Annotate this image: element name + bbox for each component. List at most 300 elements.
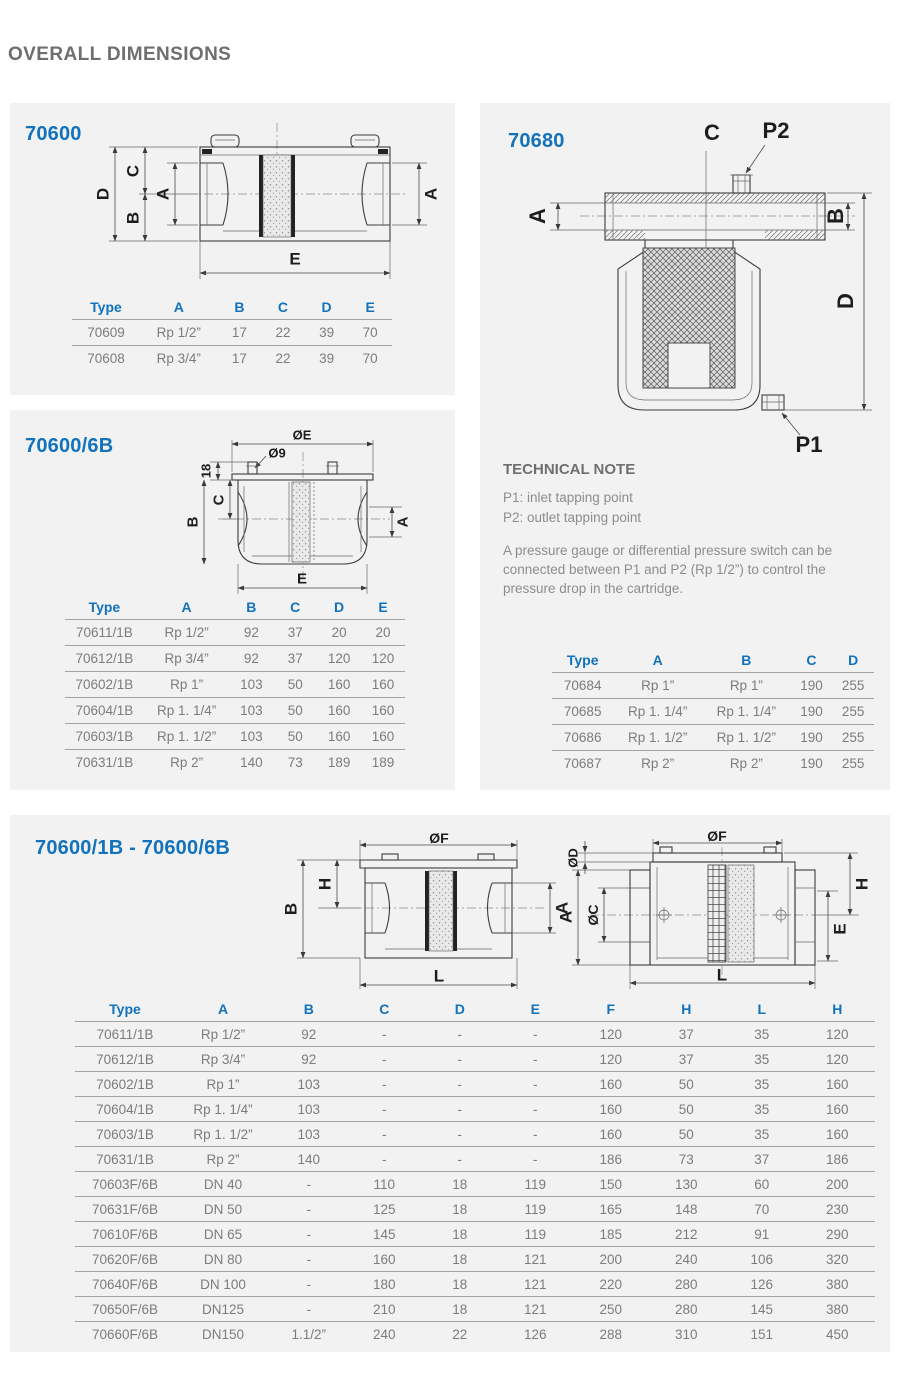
column-header: A	[613, 648, 702, 673]
table-cell: -	[271, 1297, 347, 1322]
table-cell: -	[498, 1047, 574, 1072]
table-cell: 450	[825, 1326, 849, 1342]
column-header: A	[140, 295, 218, 320]
table-cell: 120	[800, 1022, 876, 1047]
table-cell: -	[498, 1072, 574, 1097]
table-cell: 150	[573, 1172, 649, 1197]
dim-label-A: A	[552, 901, 572, 915]
table-cell: -	[347, 1147, 423, 1172]
table-header-row	[75, 997, 875, 1022]
table-row	[65, 698, 405, 724]
table-cell: -	[422, 1022, 498, 1047]
dim-label-L: L	[716, 965, 728, 985]
table-cell: 18	[422, 1297, 498, 1322]
table-row	[75, 1047, 875, 1072]
table-cell: 92	[229, 620, 273, 646]
table-cell: 120	[361, 646, 405, 672]
drawing-70680-svg	[510, 120, 890, 458]
table-cell: 250	[573, 1297, 649, 1322]
table-cell: 22	[261, 320, 305, 346]
table-cell: 120	[317, 646, 361, 672]
table-cell: 121	[498, 1247, 574, 1272]
panel-70680	[480, 103, 890, 790]
column-header: E	[498, 997, 574, 1022]
table-cell: Rp 1. 1/2”	[702, 725, 791, 751]
panel-70600	[10, 103, 455, 395]
table-cell: 17	[218, 320, 262, 346]
table-cell: -	[422, 1072, 498, 1097]
table-cell: 70631/1B	[75, 755, 134, 770]
table-row	[75, 1072, 875, 1097]
table-cell: -	[422, 1147, 498, 1172]
table-cell: Rp 1/2”	[144, 620, 230, 646]
table-cell: 160	[800, 1072, 876, 1097]
table-cell: 145	[724, 1297, 800, 1322]
table-cell: 70603F/6B	[75, 1172, 175, 1197]
dim-label-C: C	[704, 120, 720, 145]
table-cell: DN 80	[175, 1247, 271, 1272]
dim-label-H: H	[315, 877, 335, 891]
column-header: Type	[75, 997, 175, 1022]
dim-label-P2: P2	[762, 118, 790, 143]
panel-70600-title: 70600	[25, 123, 82, 145]
table-cell: Rp 1. 1/2”	[613, 725, 702, 751]
table-70600-1b-6b	[75, 997, 875, 1346]
table-cell: 50	[649, 1122, 725, 1147]
table-cell: 240	[649, 1247, 725, 1272]
table-cell: 160	[361, 724, 405, 750]
table-cell: 35	[724, 1072, 800, 1097]
table-cell: -	[271, 1272, 347, 1297]
drawing-70600	[95, 111, 440, 289]
table-cell: DN 65	[175, 1222, 271, 1247]
dim-label-B: B	[123, 211, 143, 225]
table-header-row	[72, 295, 392, 320]
table-cell: -	[498, 1097, 574, 1122]
table-cell: 70685	[552, 699, 613, 725]
dim-label-B: B	[184, 516, 202, 528]
table-cell: Rp 1. 1/4”	[613, 699, 702, 725]
panel-70600-1b-6b-title: 70600/1B - 70600/6B	[35, 837, 231, 859]
table-cell: 185	[573, 1222, 649, 1247]
table-cell: 60	[724, 1172, 800, 1197]
table-cell: 151	[750, 1326, 774, 1342]
technical-note-paragraph: A pressure gauge or differential pressure switch can be connected between P1 and P2 (Rp 1/2”) to control the pressure drop in the cartridge.	[503, 543, 833, 596]
table-row	[75, 1022, 875, 1047]
table-cell: 18	[422, 1272, 498, 1297]
drawing-70600-1b-left	[281, 830, 572, 999]
dim-label-A: A	[394, 516, 412, 528]
table-cell: Rp 3/4”	[175, 1047, 271, 1072]
table-cell: 70620F/6B	[75, 1247, 175, 1272]
table-cell: 288	[599, 1326, 623, 1342]
dim-label-oF: ØF	[429, 830, 449, 846]
table-cell: 91	[724, 1222, 800, 1247]
table-cell: Rp 3/4”	[156, 351, 201, 366]
dim-label-oE: ØE	[292, 427, 312, 443]
table-cell: 70687	[563, 756, 602, 771]
table-cell: 22	[452, 1326, 468, 1342]
table-cell: 126	[523, 1326, 547, 1342]
dim-label-A: A	[556, 910, 576, 924]
table-cell: 70610F/6B	[75, 1222, 175, 1247]
table-cell: 103	[229, 672, 273, 698]
drawing-70600-1b-left-svg	[282, 831, 567, 999]
table-cell: 320	[800, 1247, 876, 1272]
table-cell: Rp 1. 1/4”	[702, 699, 791, 725]
table-row	[75, 1197, 875, 1222]
column-header: D	[422, 997, 498, 1022]
column-header: C	[347, 997, 423, 1022]
table-cell: 50	[649, 1072, 725, 1097]
table-cell: 18	[422, 1172, 498, 1197]
table-cell: DN125	[175, 1297, 271, 1322]
table-cell: 103	[229, 698, 273, 724]
table-cell: 180	[347, 1272, 423, 1297]
table-cell: 70	[362, 351, 378, 366]
table-cell: 103	[271, 1122, 347, 1147]
table-cell: 190	[791, 699, 833, 725]
table-cell: 160	[317, 672, 361, 698]
table-cell: -	[347, 1122, 423, 1147]
table-cell: 39	[319, 351, 335, 366]
table-cell: 200	[573, 1247, 649, 1272]
table-cell: DN 50	[175, 1197, 271, 1222]
panel-70600-6b	[10, 410, 455, 790]
table-cell: 119	[498, 1172, 574, 1197]
table-cell: 70640F/6B	[75, 1272, 175, 1297]
column-header: Type	[65, 595, 144, 620]
table-cell: Rp 1”	[702, 673, 791, 699]
column-header: E	[361, 595, 405, 620]
dim-label-B: B	[281, 902, 301, 916]
table-cell: 50	[273, 698, 317, 724]
table-cell: 106	[724, 1247, 800, 1272]
table-cell: 70603/1B	[75, 1122, 175, 1147]
table-row	[75, 1297, 875, 1322]
table-cell: 70686	[552, 725, 613, 751]
table-row	[75, 1322, 875, 1347]
table-cell: 165	[573, 1197, 649, 1222]
table-cell: 160	[573, 1097, 649, 1122]
table-row	[72, 320, 392, 346]
table-cell: 230	[800, 1197, 876, 1222]
table-cell: 18	[422, 1197, 498, 1222]
table-cell: 17	[231, 351, 247, 366]
table-cell: 380	[800, 1272, 876, 1297]
table-cell: 120	[573, 1047, 649, 1072]
table-cell: -	[422, 1047, 498, 1072]
table-cell: 35	[724, 1047, 800, 1072]
table-cell: 37	[273, 620, 317, 646]
table-cell: 73	[649, 1147, 725, 1172]
table-row	[72, 346, 392, 372]
table-cell: 39	[305, 320, 349, 346]
table-cell: 70608	[87, 351, 125, 366]
table-cell: 70609	[72, 320, 140, 346]
dim-label-A: A	[153, 187, 173, 201]
table-70600	[72, 295, 392, 371]
table-cell: Rp 1/2”	[140, 320, 218, 346]
table-cell: -	[422, 1097, 498, 1122]
table-cell: Rp 1”	[175, 1072, 271, 1097]
table-cell: 212	[649, 1222, 725, 1247]
dim-label-P1: P1	[795, 432, 823, 457]
table-cell: DN 40	[175, 1172, 271, 1197]
table-cell: 35	[724, 1097, 800, 1122]
drawing-70600-6b-right	[556, 828, 880, 999]
table-cell: Rp 1. 1/2”	[144, 724, 230, 750]
table-row	[75, 1097, 875, 1122]
column-header: C	[261, 295, 305, 320]
table-cell: -	[498, 1147, 574, 1172]
column-header: D	[305, 295, 349, 320]
table-cell: 37	[724, 1147, 800, 1172]
table-cell: 18	[422, 1247, 498, 1272]
table-row	[75, 1222, 875, 1247]
table-cell: 125	[347, 1197, 423, 1222]
table-cell: 70612/1B	[65, 646, 144, 672]
table-row	[65, 672, 405, 698]
table-cell: 70	[348, 320, 392, 346]
dim-label-C: C	[123, 164, 143, 178]
table-cell: 160	[361, 698, 405, 724]
table-row	[552, 725, 874, 751]
table-cell: 121	[498, 1297, 574, 1322]
column-header: H	[800, 997, 876, 1022]
table-cell: 70604/1B	[65, 698, 144, 724]
table-cell: 280	[649, 1297, 725, 1322]
table-cell: 70631F/6B	[75, 1197, 175, 1222]
table-row	[75, 1272, 875, 1297]
table-cell: 255	[832, 699, 874, 725]
table-cell: 120	[800, 1047, 876, 1072]
table-cell: 121	[498, 1272, 574, 1297]
panel-70680-title: 70680	[508, 130, 565, 152]
table-cell: 160	[800, 1097, 876, 1122]
table-cell: 1.1/2”	[291, 1326, 327, 1342]
drawing-70680	[510, 118, 890, 458]
table-row	[552, 699, 874, 725]
table-cell: -	[271, 1247, 347, 1272]
dim-label-A: A	[421, 187, 441, 201]
technical-note-p1: P1: inlet tapping point	[503, 490, 633, 505]
table-cell: 37	[649, 1022, 725, 1047]
table-cell: Rp 1”	[613, 673, 702, 699]
table-cell: Rp 2”	[641, 756, 675, 771]
table-cell: 255	[832, 673, 874, 699]
table-cell: 119	[498, 1197, 574, 1222]
dim-label-A: A	[525, 208, 550, 224]
dim-label-oC: ØC	[585, 904, 601, 926]
table-cell: 290	[800, 1222, 876, 1247]
table-cell: 70611/1B	[65, 620, 144, 646]
table-cell: -	[347, 1072, 423, 1097]
column-header: E	[348, 295, 392, 320]
table-cell: Rp 2”	[175, 1147, 271, 1172]
table-cell: Rp 2”	[170, 755, 204, 770]
table-cell: Rp 1. 1/4”	[175, 1097, 271, 1122]
column-header: B	[218, 295, 262, 320]
table-cell: 70	[724, 1197, 800, 1222]
table-cell: 240	[372, 1326, 396, 1342]
table-cell: 70604/1B	[75, 1097, 175, 1122]
table-cell: 126	[724, 1272, 800, 1297]
table-cell: 380	[800, 1297, 876, 1322]
page-title: OVERALL DIMENSIONS	[8, 44, 232, 65]
table-row	[75, 1172, 875, 1197]
dim-label-H: H	[852, 877, 872, 891]
table-cell: 280	[649, 1272, 725, 1297]
table-cell: 50	[273, 672, 317, 698]
table-70600-6b	[65, 595, 405, 775]
table-cell: -	[422, 1122, 498, 1147]
table-cell: 189	[371, 755, 395, 770]
column-header: A	[144, 595, 230, 620]
table-cell: 20	[361, 620, 405, 646]
table-cell: 37	[649, 1047, 725, 1072]
table-cell: 210	[347, 1297, 423, 1322]
column-header: Type	[552, 648, 613, 673]
table-cell: 190	[791, 725, 833, 751]
table-cell: 119	[498, 1222, 574, 1247]
table-cell: 140	[271, 1147, 347, 1172]
column-header: F	[573, 997, 649, 1022]
table-row	[75, 1247, 875, 1272]
table-cell: 140	[240, 755, 263, 770]
table-row	[65, 646, 405, 672]
column-header: C	[791, 648, 833, 673]
table-cell: 255	[832, 725, 874, 751]
dim-label-D: D	[833, 293, 858, 309]
column-header: A	[175, 997, 271, 1022]
table-cell: 70611/1B	[75, 1022, 175, 1047]
drawing-70600-6b	[160, 422, 445, 602]
table-cell: 160	[573, 1072, 649, 1097]
table-cell: 37	[273, 646, 317, 672]
table-row	[552, 751, 874, 777]
table-cell: 160	[361, 672, 405, 698]
column-header: C	[273, 595, 317, 620]
table-cell: 50	[273, 724, 317, 750]
technical-note-p2: P2: outlet tapping point	[503, 510, 642, 525]
table-cell: -	[347, 1047, 423, 1072]
table-cell: 190	[800, 756, 823, 771]
table-cell: 145	[347, 1222, 423, 1247]
table-cell: 148	[649, 1197, 725, 1222]
column-header: D	[832, 648, 874, 673]
table-cell: 310	[674, 1326, 698, 1342]
dim-label-E: E	[296, 570, 308, 588]
table-cell: Rp 1. 1/2”	[175, 1122, 271, 1147]
table-cell: -	[271, 1222, 347, 1247]
dim-label-o9: Ø9	[268, 445, 286, 461]
table-cell: 70602/1B	[75, 1072, 175, 1097]
column-header: B	[271, 997, 347, 1022]
table-cell: 70602/1B	[65, 672, 144, 698]
table-cell: Rp 3/4”	[144, 646, 230, 672]
table-cell: 120	[573, 1022, 649, 1047]
table-cell: DN 100	[175, 1272, 271, 1297]
dim-label-oD: ØD	[565, 848, 581, 868]
table-cell: 92	[229, 646, 273, 672]
table-cell: 70631/1B	[75, 1147, 175, 1172]
table-cell: 110	[347, 1172, 423, 1197]
table-cell: Rp 1”	[144, 672, 230, 698]
dim-label-C: C	[210, 494, 228, 506]
table-cell: 70612/1B	[75, 1047, 175, 1072]
table-cell: 190	[791, 673, 833, 699]
table-cell: 160	[800, 1122, 876, 1147]
table-cell: 160	[347, 1247, 423, 1272]
drawing-70600-svg	[95, 111, 440, 289]
table-cell: 70660F/6B	[91, 1326, 159, 1342]
column-header: B	[229, 595, 273, 620]
table-cell: DN150	[201, 1326, 245, 1342]
table-cell: 186	[573, 1147, 649, 1172]
dim-label-D: D	[93, 187, 113, 201]
table-cell: 160	[317, 724, 361, 750]
panel-70600-1b-6b	[10, 815, 890, 1352]
table-cell: 160	[317, 698, 361, 724]
table-row	[75, 1147, 875, 1172]
table-row	[75, 1122, 875, 1147]
table-cell: -	[347, 1022, 423, 1047]
column-header: L	[724, 997, 800, 1022]
table-cell: 18	[422, 1222, 498, 1247]
table-cell: Rp 1. 1/4”	[144, 698, 230, 724]
table-cell: -	[271, 1197, 347, 1222]
table-cell: -	[347, 1097, 423, 1122]
column-header: B	[702, 648, 791, 673]
table-cell: 20	[317, 620, 361, 646]
table-row	[65, 724, 405, 750]
table-cell: 50	[649, 1097, 725, 1122]
panel-70600-6b-title: 70600/6B	[25, 435, 114, 457]
table-cell: 103	[229, 724, 273, 750]
table-row	[65, 620, 405, 646]
table-cell: 186	[800, 1147, 876, 1172]
dim-label-oF: ØF	[707, 828, 727, 844]
table-cell: -	[498, 1122, 574, 1147]
table-cell: -	[498, 1022, 574, 1047]
table-cell: 255	[841, 756, 865, 771]
table-cell: 35	[724, 1122, 800, 1147]
table-cell: 70650F/6B	[75, 1297, 175, 1322]
table-cell: -	[271, 1172, 347, 1197]
dim-label-18: 18	[198, 463, 214, 479]
table-header-row	[552, 648, 874, 673]
column-header: Type	[72, 295, 140, 320]
table-cell: 220	[573, 1272, 649, 1297]
table-row	[65, 750, 405, 776]
table-header-row	[65, 595, 405, 620]
table-cell: 103	[271, 1097, 347, 1122]
table-cell: 73	[287, 755, 303, 770]
table-cell: 160	[573, 1122, 649, 1147]
table-cell: Rp 1/2”	[175, 1022, 271, 1047]
dim-label-E: E	[289, 249, 301, 269]
table-cell: Rp 2”	[729, 756, 763, 771]
dim-label-L: L	[433, 966, 445, 986]
table-cell: 22	[275, 351, 291, 366]
column-header: H	[649, 997, 725, 1022]
table-cell: 92	[271, 1047, 347, 1072]
table-row	[552, 673, 874, 699]
table-cell: 189	[327, 755, 351, 770]
column-header: D	[317, 595, 361, 620]
table-cell: 70684	[552, 673, 613, 699]
